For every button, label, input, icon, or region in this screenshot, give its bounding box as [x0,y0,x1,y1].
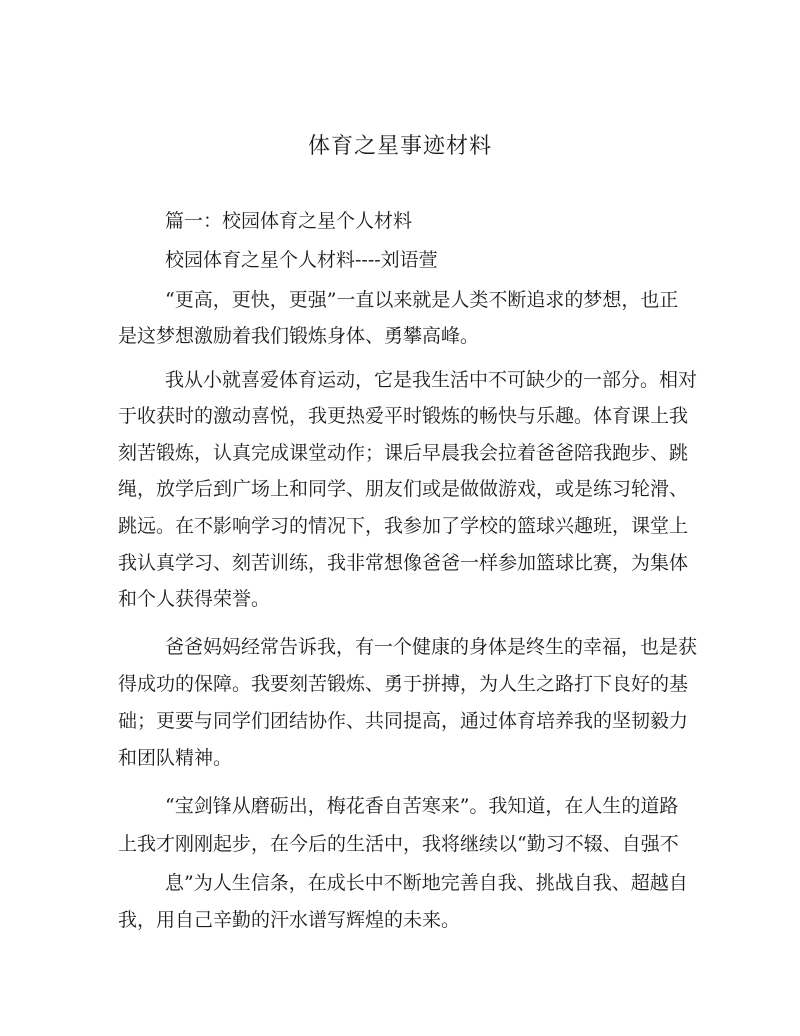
text-line: 爸爸妈妈经常告诉我，有一个健康的身体是终生的幸福，也是获 [165,636,698,658]
text-line: “宝剑锋从磨砺出，梅花香自苦寒来”。我知道，在人生的道路 [165,795,679,817]
text-line: 跳远。在不影响学习的情况下，我参加了学校的篮球兴趣班，课堂上 [118,515,689,537]
text-line: 上我才刚刚起步，在今后的生活中，我将继续以“勤习不辍、自强不 [118,833,679,855]
text-line: 我，用自己辛勤的汗水谱写辉煌的未来。 [118,909,461,931]
text-line: 绳，放学后到广场上和同学、朋友们或是做做游戏，或是练习轮滑、 [118,478,689,500]
document-title: 体育之星事迹材料 [307,134,492,159]
text-line: 我从小就喜爱体育运动，它是我生活中不可缺少的一部分。相对 [165,369,698,391]
text-line: 于收获时的激动喜悦，我更热爱平时锻炼的畅快与乐趣。体育课上我 [118,405,689,427]
text-line: 和个人获得荣誉。 [118,588,271,610]
text-line: 础；更要与同学们团结协作、共同提高，通过体育培养我的坚韧毅力 [118,710,689,732]
text-line: “更高，更快，更强”一直以来就是人类不断追求的梦想，也正 [165,289,679,311]
section-heading: 篇一：校园体育之星个人材料 [165,210,413,232]
text-line: 得成功的保障。我要刻苦锻炼、勇于拼搏，为人生之路打下良好的基 [118,673,689,695]
subheading: 校园体育之星个人材料----刘语萱 [165,249,438,271]
text-line: 我认真学习、刻苦训练，我非常想像爸爸一样参加篮球比赛，为集体 [118,552,689,574]
text-line: 和团队精神。 [118,747,233,769]
text-line: 是这梦想激励着我们锻炼身体、勇攀高峰。 [118,325,480,347]
text-line: 息”为人生信条，在成长中不断地完善自我、挑战自我、超越自 [165,872,688,894]
text-line: 刻苦锻炼，认真完成课堂动作；课后早晨我会拉着爸爸陪我跑步、跳 [118,442,689,464]
